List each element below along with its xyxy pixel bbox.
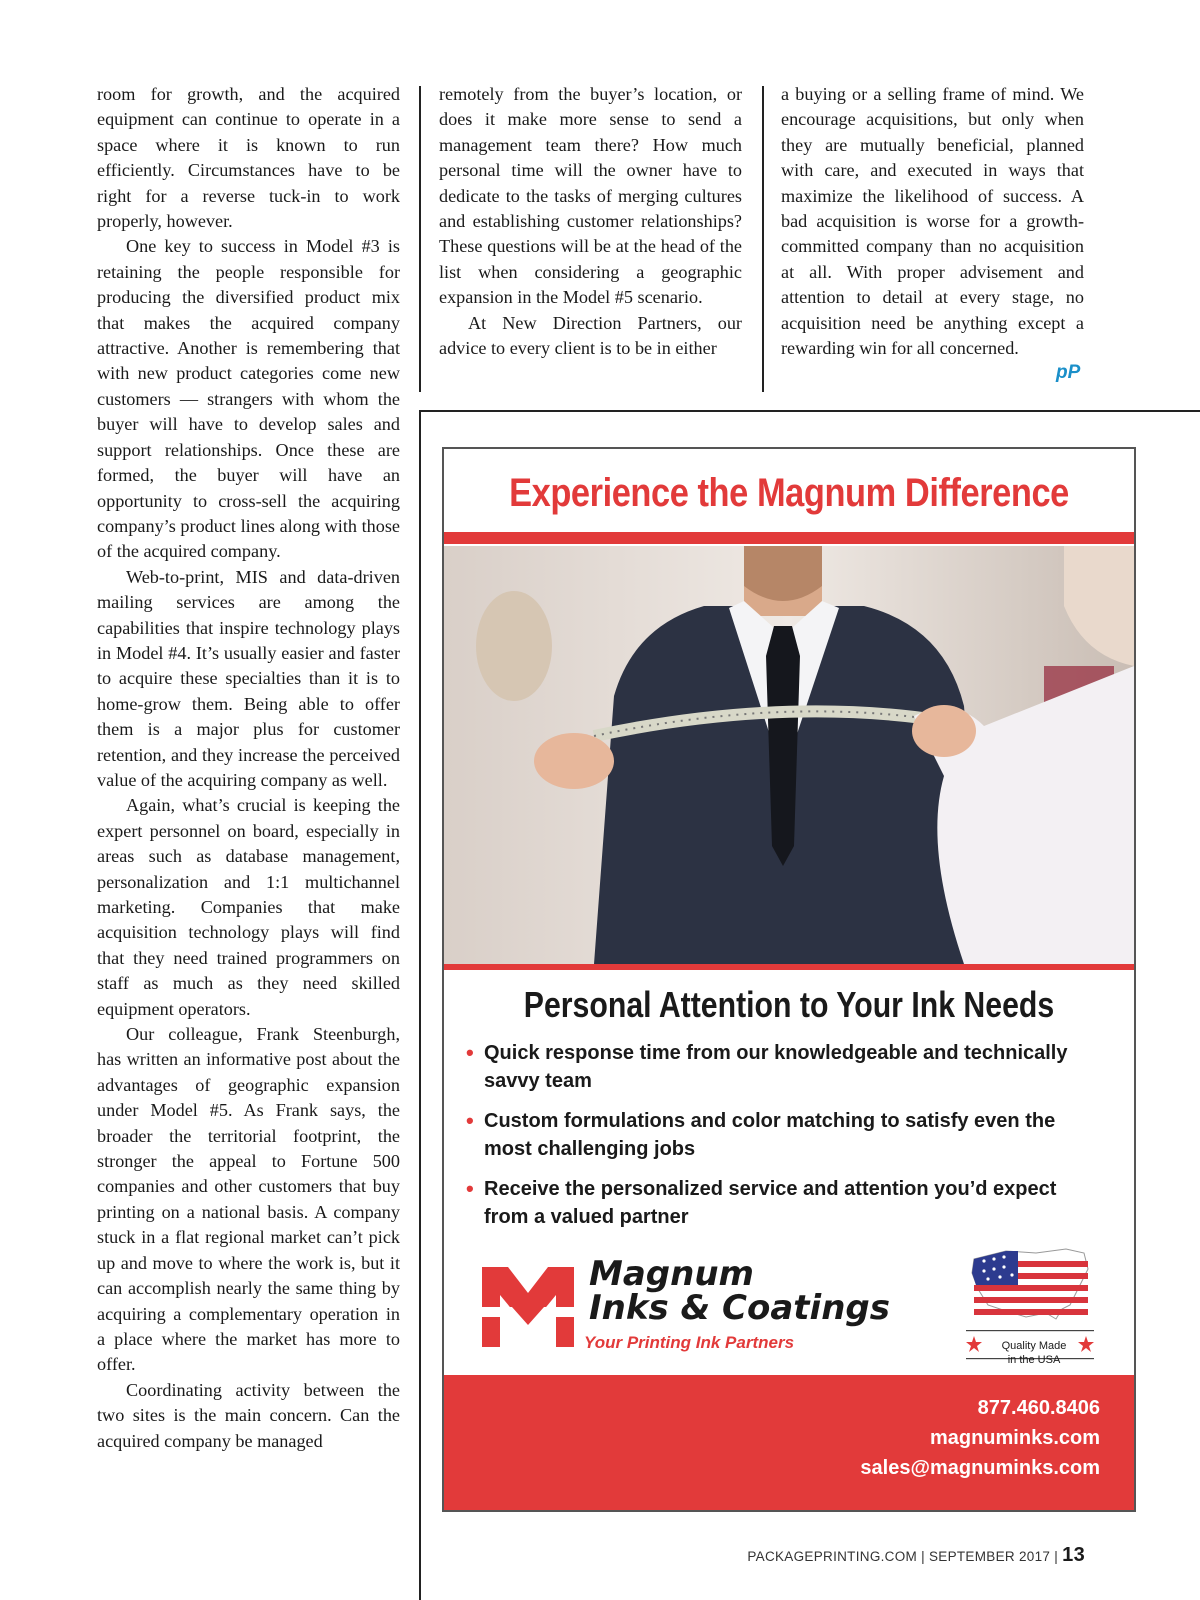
article-column-1 [97, 82, 400, 1454]
quality-made-badge-text: Quality Made in the USA [1001, 1340, 1067, 1366]
company-logo-text: Magnum Inks & Coatings [589, 1254, 890, 1328]
column-divider [419, 410, 421, 1600]
email-link[interactable]: sales@magnuminks.com [860, 1457, 1100, 1479]
column-divider [419, 86, 421, 392]
publication-info: PACKAGEPRINTING.COM | SEPTEMBER 2017 | [747, 1549, 1059, 1564]
tailor-measuring-suit-photo [444, 546, 1134, 964]
article-paragraph: Coordinating activity between the two sites is the main concern. Can the acquired company be managed [97, 1379, 400, 1451]
article-column-3 [781, 82, 1084, 361]
company-tagline: Your Printing Ink Partners [584, 1333, 795, 1352]
ad-benefit-item: • Receive the personalized service and attention you’d expect from a valued partner [466, 1176, 1057, 1228]
ad-benefit-item: • Quick response time from our knowledgeable and technically savvy team [466, 1040, 1068, 1092]
ad-contact-footer [444, 1375, 1134, 1510]
bullet-icon: • [466, 1040, 474, 1065]
column-divider [762, 86, 764, 392]
bullet-icon: • [466, 1108, 474, 1133]
article-paragraph: Again, what’s crucial is keeping the expert personnel on board, especially in areas such as database management, personalization and 1:1 multichannel marketing. Companies that make acquisition technology plays will find that they need trained programmers on staff as much as they need skilled equipment operators. [97, 795, 400, 1019]
ad-red-bar [444, 532, 1134, 544]
article-paragraph: a buying or a selling frame of mind. We encourage acquisitions, but only when they are mutually beneficial, planned with care, and executed in ways that maximize the likelihood of success. A bad acquisition is worse for a growth-committed company than no acquisition at all. With proper advisement and attention to detail at every stage, no acquisition need be anything except a rewarding win for all concerned. [781, 84, 1084, 359]
ad-subheadline: Personal Attention to Your Ink Needs [523, 984, 1055, 1025]
end-of-article-mark: pP [1056, 362, 1081, 383]
article-paragraph: At New Direction Partners, our advice to every client is to be in either [439, 312, 742, 359]
ad-red-bar [444, 964, 1134, 970]
ad-headline: Experience the Magnum Difference [509, 471, 1069, 515]
page-number: 13 [1062, 1544, 1085, 1566]
ad-benefit-list [466, 1039, 1106, 1243]
phone-number: 877.460.8406 [977, 1397, 1100, 1419]
website-link[interactable]: magnuminks.com [929, 1427, 1100, 1449]
bullet-icon: • [466, 1176, 474, 1201]
article-paragraph: remotely from the buyer’s location, or does it make more sense to send a management team there? How much personal time will the owner have to dedicate to the tasks of merging cultures and establishing customer relationships? These questions will be at the head of the list when considering a geographic expansion in the Model #5 scenario. [439, 84, 742, 308]
article-paragraph: room for growth, and the acquired equipment can continue to operate in a space where it is known to run efficiently. Circumstances have to be right for a reverse tuck-in to work properly, however. [97, 84, 400, 232]
article-column-2 [439, 82, 742, 361]
article-paragraph: Web-to-print, MIS and data-driven mailing services are among the capabilities that inspire technology plays in Model #4. It’s usually easier and faster to acquire these specialties than it is to home-grow them. Being able to offer them is a major plus for customer retention, and they increase the perceived value of the acquiring company as well. [97, 566, 400, 790]
magnum-ad [442, 447, 1136, 1512]
ad-top-rule [419, 410, 1200, 412]
article-paragraph: One key to success in Model #3 is retaining the people responsible for producing the diversified product mix that makes the acquired company attractive. Another is remembering that with new product categories come new customers — strangers with whom the buyer will have to develop sales and support relationships. Once these are formed, the buyer will have an opportunity to cross-sell the acquiring company’s product lines along with those of the acquired company. [97, 236, 400, 562]
ad-benefit-item: • Custom formulations and color matching to satisfy even the most challenging jobs [466, 1108, 1056, 1160]
article-paragraph: Our colleague, Frank Steenburgh, has written an informative post about the advantages of geographic expansion under Model #5. As Frank says, the broader the territorial footprint, the stronger the appeal to Fortune 500 companies and other customers that buy printing on a national basis. A company stuck in a flat regional market can’t pick up and move to where the work is, but it can accomplish nearly the same thing by acquiring a complementary operation in a place where the market has more to offer. [97, 1024, 400, 1375]
magnum-m-logo-icon [482, 1267, 574, 1347]
page-folio [747, 1544, 1085, 1567]
